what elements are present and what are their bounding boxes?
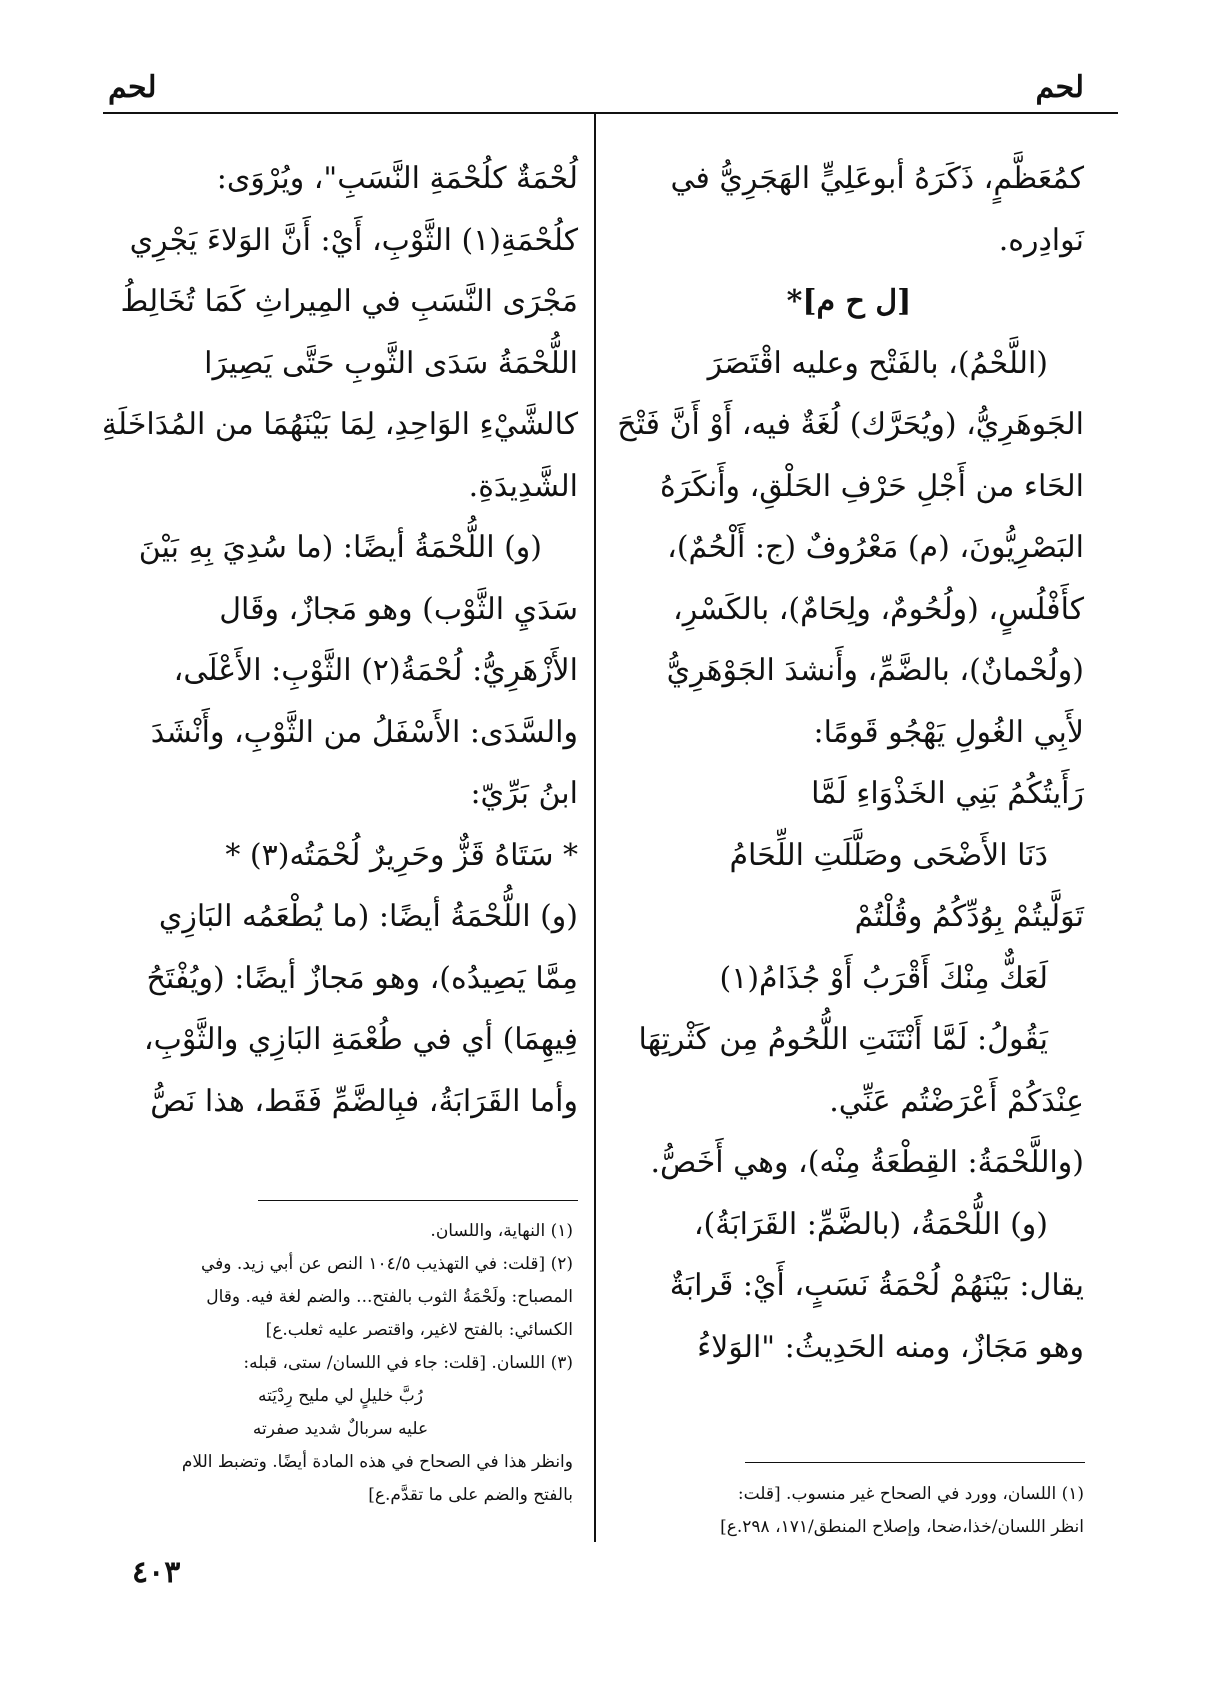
verse-line: دَنَا الأَضْحَى وصَلَّلَتِ اللِّحَامُ	[729, 837, 1048, 873]
text-line: سَدَيِ الثَّوْب) وهو مَجازٌ، وقَال	[219, 591, 578, 627]
text-line: وأما القَرَابَةُ، فبِالضَّمِّ فَقَط، هذا نَصُّ	[150, 1083, 578, 1119]
text-line: يَقُولُ: لَمَّا أَنْتَنَتِ اللُّحُومُ مِن كَثْرتِهَا	[638, 1022, 1048, 1057]
left-column	[101, 148, 578, 1132]
text-line: فِيهِمَا) أي في طُعْمَةِ البَازِي والثَّوْبِ،	[143, 1022, 578, 1057]
header-rule	[103, 112, 1118, 114]
footnote-verse: رُبَّ خليلٍ لي مليح رِدْيَته	[258, 1386, 423, 1406]
footnote-verse: عليه سربالٌ شديد صفرته	[252, 1419, 429, 1439]
footnote-line: الكسائي: بالفتح لاغير، واقتصر عليه ثعلب.ع]	[265, 1320, 573, 1340]
running-header-left: لحم	[108, 70, 157, 105]
text-line: اللُّحْمَةُ سَدَى الثَّوبِ حَتَّى يَصِيرَا	[204, 345, 578, 381]
footnote-line: (١) النهاية، واللسان.	[430, 1221, 573, 1241]
text-line: (و) اللُّحْمَةُ أيضًا: (ما سُدِيَ بِهِ بَيْنَ	[138, 530, 542, 565]
text-line: كمُعَظَّمٍ، ذَكَرَهُ أبوعَلِيٍّ الهَجَرِيُّ في	[670, 161, 1084, 196]
text-line: لأَبِي الغُولِ يَهْجُو قَومًا:	[813, 714, 1084, 750]
page-number: ٤٠٣	[132, 1555, 181, 1590]
footnotes-left	[108, 1215, 573, 1512]
text-line: والسَّدَى: الأَسْفَلُ من الثَّوْبِ، وأَنْشَدَ	[150, 714, 578, 750]
verse-line: رَأَيتُكُمُ بَنِي الخَذْوَاءِ لَمَّا	[811, 776, 1084, 811]
text-line: الحَاء من أَجْلِ حَرْفِ الحَلْقِ، وأَنكَرَهُ	[660, 468, 1084, 504]
text-line: وهو مَجَازٌ، ومنه الحَدِيثُ: "الوَلاءُ	[697, 1329, 1084, 1365]
footnote-line: وانظر هذا في الصحاح في هذه المادة أيضًا. وتضبط اللام	[181, 1452, 573, 1472]
right-column	[614, 148, 1084, 1378]
text-line: مِمَّا يَصِيدُه)، وهو مَجازٌ أيضًا: (ويُفْتَحُ	[146, 960, 578, 996]
running-header-right: لحم	[1035, 70, 1084, 105]
text-line: (و) اللُّحْمَةُ، (بالضَّمِّ: القَرَابَةُ)،	[693, 1206, 1048, 1242]
verse-line: * سَتَاهُ قَزٌّ وحَرِيرٌ لُحْمَتُه(٣) *	[225, 837, 578, 873]
text-line: البَصْرِيُّونَ، (م) مَعْرُوفٌ (ج: أَلْحُمٌ)،	[667, 530, 1084, 565]
footnote-line: (٣) اللسان. [قلت: جاء في اللسان/ ستى، قبله:	[243, 1353, 573, 1373]
entry-heading: [ل ح م]*	[786, 284, 912, 319]
text-line: كالشَّيْءِ الوَاحِدِ، لِمَا بَيْنَهُمَا من المُدَاخَلَةِ	[101, 407, 578, 442]
text-line: (واللَّحْمَةُ: القِطْعَةُ مِنْه)، وهي أَخَصُّ.	[650, 1145, 1084, 1180]
text-line: لُحْمَةٌ كلُحْمَةِ النَّسَبِ"، ويُرْوَى:	[216, 161, 578, 196]
text-line: (اللَّحْمُ)، بالفَتْح وعليه اقْتَصَرَ	[707, 345, 1048, 381]
text-line: مَجْرَى النَّسَبِ في المِيراثِ كَمَا تُخَالِطُ	[120, 284, 578, 319]
footnote-line: المصباح: ولَحْمَةُ الثوب بالفتح... والضم لغة فيه. وقال	[206, 1287, 573, 1307]
verse-line: لَعَكٌّ مِنْكَ أَقْرَبُ أَوْ جُذَامُ(١)	[719, 960, 1048, 996]
text-line: (ولُحْمانٌ)، بالضَّمِّ، وأَنشدَ الجَوْهَرِيُّ	[666, 653, 1084, 688]
text-line: نَوادِره.	[998, 222, 1084, 258]
text-line: ابنُ بَرِّيّ:	[470, 776, 578, 811]
footnote-line: (١) اللسان، وورد في الصحاح غير منسوب. [قلت:	[737, 1484, 1084, 1504]
text-line: كأَفْلُسٍ، (ولُحُومٌ، ولِحَامٌ)، بالكَسْرِ،	[673, 591, 1084, 627]
footnote-line: (٢) [قلت: في التهذيب ١٠٤/٥ النص عن أبي زيد. وفي	[201, 1254, 573, 1274]
verse-line: تَوَلَّيتُمْ بِوُدِّكُمُ وقُلْتُمْ	[854, 899, 1084, 934]
footnote-rule-left	[258, 1200, 578, 1201]
column-divider	[594, 112, 596, 1542]
text-line: الأَزْهَرِيُّ: لُحْمَةُ(٢) الثَّوْبِ: الأَعْلَى،	[173, 653, 578, 688]
text-line: (و) اللُّحْمَةُ أيضًا: (ما يُطْعَمُه البَازِي	[158, 899, 578, 934]
footnote-line: انظر اللسان/خذا،ضحا، وإصلاح المنطق/١٧١، ٢٩٨.ع]	[720, 1517, 1084, 1537]
text-line: عِنْدَكُمْ أَعْرَضْتُم عَنِّي.	[829, 1083, 1084, 1119]
text-line: يقال: بَيْنَهُمْ لُحْمَةُ نَسَبٍ، أَيْ: قَرابَةٌ	[669, 1268, 1084, 1303]
text-line: كلُحْمَةِ(١) الثَّوْبِ، أَيْ: أَنَّ الوَلاءَ يَجْرِي	[129, 222, 578, 258]
footnote-line: بالفتح والضم على ما تقدَّم.ع]	[368, 1485, 573, 1505]
text-line: الجَوهَرِيُّ، (ويُحَرَّك) لُغَةٌ فيه، أَوْ أَنَّ فَتْحَ	[617, 407, 1084, 442]
footnote-rule-right	[745, 1462, 1085, 1463]
footnotes-right	[619, 1478, 1084, 1544]
text-line: الشَّدِيدَةِ.	[468, 468, 578, 504]
